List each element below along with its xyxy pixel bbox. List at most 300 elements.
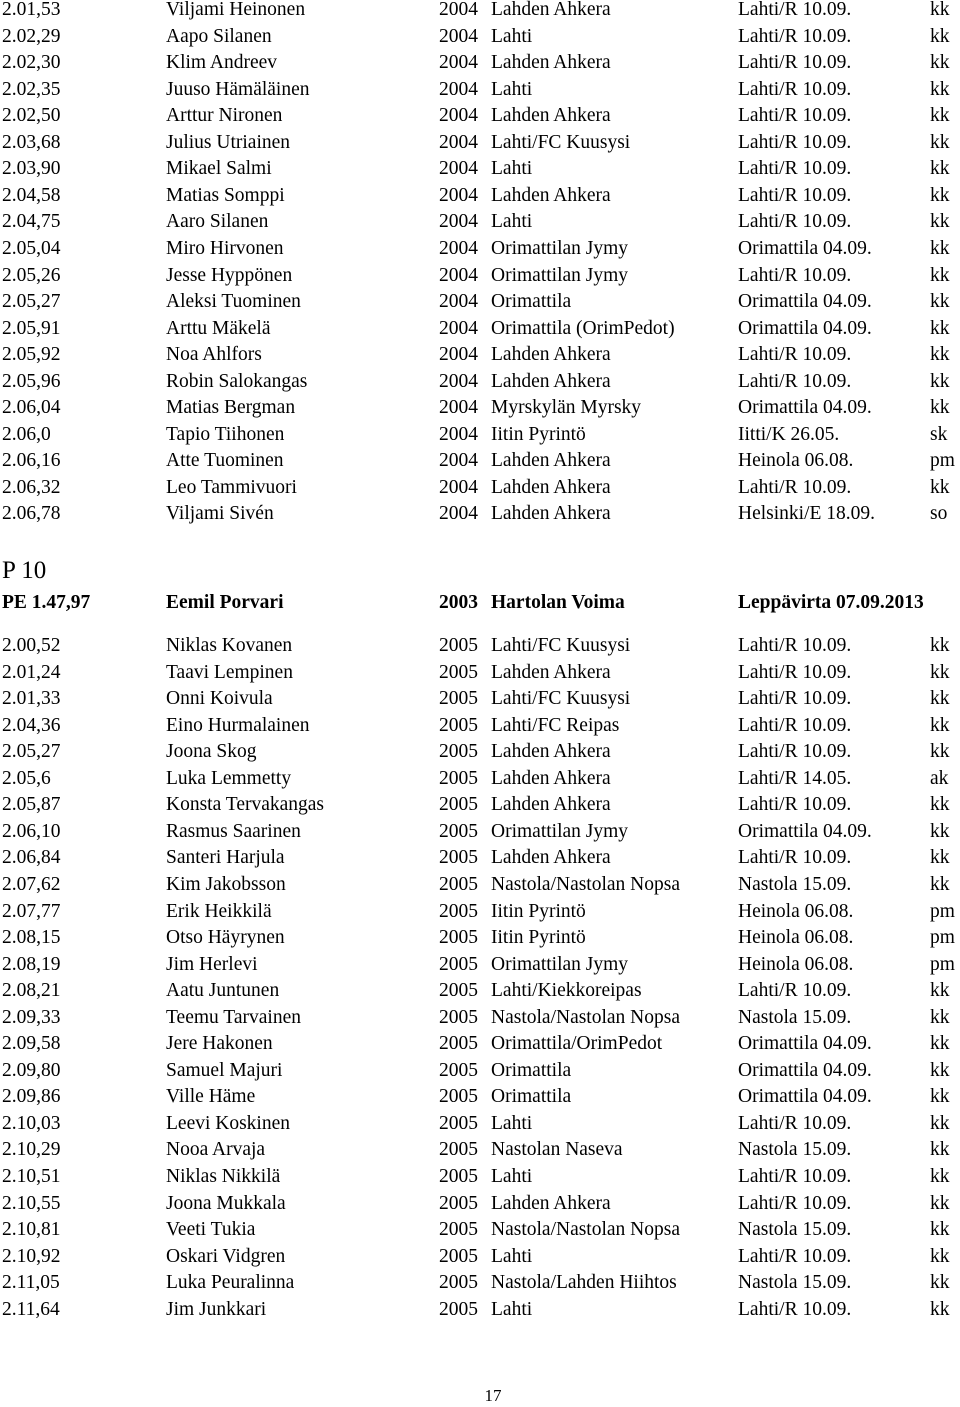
result-name: Aaro Silanen xyxy=(166,211,269,233)
result-year: 2005 xyxy=(439,1059,478,1081)
result-event: kk xyxy=(930,688,950,710)
result-row xyxy=(0,289,960,316)
result-year: 2004 xyxy=(439,264,478,286)
result-club: Lahden Ahkera xyxy=(491,184,611,206)
result-year: 2004 xyxy=(439,0,478,20)
result-club: Orimattila/OrimPedot xyxy=(491,1033,663,1055)
result-club: Lahti/FC Kuusysi xyxy=(491,688,631,710)
result-time: 2.07,62 xyxy=(2,873,61,895)
result-row xyxy=(0,475,960,502)
result-row xyxy=(0,819,960,846)
result-name: Aapo Silanen xyxy=(166,25,272,47)
result-year: 2005 xyxy=(439,1086,478,1108)
record-time: PE 1.47,97 xyxy=(2,592,91,613)
result-event: kk xyxy=(930,211,950,233)
result-name: Erik Heikkilä xyxy=(166,900,272,922)
result-place: Nastola 15.09. xyxy=(738,1272,852,1294)
result-year: 2004 xyxy=(439,370,478,392)
result-row xyxy=(0,130,960,157)
result-event: kk xyxy=(930,105,950,127)
result-place: Lahti/R 10.09. xyxy=(738,714,852,736)
result-place: Orimattila 04.09. xyxy=(738,820,872,842)
result-time: 2.07,77 xyxy=(2,900,61,922)
result-row xyxy=(0,1217,960,1244)
result-club: Lahden Ahkera xyxy=(491,52,611,74)
result-time: 2.10,51 xyxy=(2,1166,61,1187)
result-row xyxy=(0,1031,960,1058)
result-club: Iitin Pyrintö xyxy=(491,423,586,445)
result-year: 2005 xyxy=(439,661,478,683)
result-place: Lahti/R 10.09. xyxy=(738,1245,852,1267)
result-time: 2.02,30 xyxy=(2,52,61,74)
result-place: Lahti/R 10.09. xyxy=(738,635,852,656)
result-time: 2.10,03 xyxy=(2,1112,61,1134)
result-event: kk xyxy=(930,1006,950,1028)
result-time: 2.08,21 xyxy=(2,980,61,1002)
result-time: 2.05,92 xyxy=(2,344,61,366)
result-place: Lahti/R 10.09. xyxy=(738,1112,852,1134)
result-event: pm xyxy=(930,953,955,975)
result-row xyxy=(0,1058,960,1085)
result-time: 2.05,27 xyxy=(2,741,61,763)
result-event: kk xyxy=(930,980,950,1002)
result-name: Samuel Majuri xyxy=(166,1059,283,1081)
result-club: Orimattilan Jymy xyxy=(491,237,629,259)
result-year: 2004 xyxy=(439,450,478,472)
result-year: 2005 xyxy=(439,1298,478,1320)
result-event: kk xyxy=(930,1245,950,1267)
result-club: Nastola/Nastolan Nopsa xyxy=(491,1006,681,1028)
result-event: kk xyxy=(930,1139,950,1161)
result-event: kk xyxy=(930,344,950,366)
result-row xyxy=(0,77,960,104)
result-event: kk xyxy=(930,1112,950,1134)
result-event: kk xyxy=(930,847,950,869)
result-year: 2005 xyxy=(439,900,478,922)
result-year: 2004 xyxy=(439,317,478,339)
result-row xyxy=(0,369,960,396)
result-row xyxy=(0,156,960,183)
result-name: Teemu Tarvainen xyxy=(166,1006,301,1028)
record-name: Eemil Porvari xyxy=(166,592,284,613)
result-place: Heinola 06.08. xyxy=(738,953,854,975)
result-event: kk xyxy=(930,1086,950,1108)
result-year: 2005 xyxy=(439,635,478,656)
result-event: so xyxy=(930,503,948,525)
result-place: Lahti/R 10.09. xyxy=(738,1166,852,1187)
result-year: 2005 xyxy=(439,1033,478,1055)
result-place: Lahti/R 10.09. xyxy=(738,688,852,710)
result-time: 2.02,50 xyxy=(2,105,61,127)
result-year: 2004 xyxy=(439,237,478,259)
result-time: 2.06,16 xyxy=(2,450,61,472)
result-club: Lahti xyxy=(491,78,533,100)
result-name: Ville Häme xyxy=(166,1086,256,1108)
result-name: Rasmus Saarinen xyxy=(166,820,301,842)
result-year: 2005 xyxy=(439,980,478,1002)
result-row xyxy=(0,501,960,528)
result-year: 2004 xyxy=(439,397,478,419)
result-row xyxy=(0,24,960,51)
result-club: Lahti xyxy=(491,158,533,180)
result-row xyxy=(0,1270,960,1297)
result-year: 2005 xyxy=(439,1219,478,1241)
result-club: Orimattila xyxy=(491,1086,572,1108)
result-event: kk xyxy=(930,264,950,286)
result-year: 2005 xyxy=(439,873,478,895)
result-year: 2005 xyxy=(439,847,478,869)
result-year: 2004 xyxy=(439,291,478,313)
result-club: Lahden Ahkera xyxy=(491,370,611,392)
result-event: pm xyxy=(930,450,955,472)
result-row xyxy=(0,686,960,713)
result-year: 2004 xyxy=(439,476,478,498)
result-time: 2.02,35 xyxy=(2,78,61,100)
result-event: kk xyxy=(930,397,950,419)
result-time: 2.01,24 xyxy=(2,661,61,683)
result-club: Lahti xyxy=(491,1245,533,1267)
result-row xyxy=(0,1244,960,1271)
result-club: Lahti/FC Kuusysi xyxy=(491,131,631,153)
result-place: Orimattila 04.09. xyxy=(738,1059,872,1081)
result-row xyxy=(0,899,960,926)
result-event: ak xyxy=(930,767,949,789)
result-time: 2.06,78 xyxy=(2,503,61,525)
result-club: Nastola/Nastolan Nopsa xyxy=(491,1219,681,1241)
result-row xyxy=(0,925,960,952)
result-event: kk xyxy=(930,158,950,180)
record-club: Hartolan Voima xyxy=(491,592,625,613)
result-name: Eino Hurmalainen xyxy=(166,714,310,736)
result-place: Lahti/R 10.09. xyxy=(738,980,852,1002)
result-name: Luka Lemmetty xyxy=(166,767,292,789)
result-club: Lahden Ahkera xyxy=(491,1192,611,1214)
result-time: 2.11,64 xyxy=(2,1298,60,1320)
result-place: Iitti/K 26.05. xyxy=(738,423,840,445)
result-row xyxy=(0,792,960,819)
result-event: sk xyxy=(930,423,948,445)
result-name: Robin Salokangas xyxy=(166,370,308,392)
result-place: Lahti/R 10.09. xyxy=(738,0,852,20)
result-club: Lahti/FC Kuusysi xyxy=(491,635,631,656)
result-time: 2.10,92 xyxy=(2,1245,61,1267)
result-year: 2004 xyxy=(439,184,478,206)
result-name: Mikael Salmi xyxy=(166,158,272,180)
result-place: Lahti/R 10.09. xyxy=(738,661,852,683)
result-event: kk xyxy=(930,131,950,153)
result-event: kk xyxy=(930,237,950,259)
result-name: Jere Hakonen xyxy=(166,1033,273,1055)
result-event: kk xyxy=(930,0,950,20)
result-name: Noa Ahlfors xyxy=(166,344,262,366)
result-row xyxy=(0,1191,960,1218)
result-name: Otso Häyrynen xyxy=(166,927,285,949)
result-year: 2005 xyxy=(439,741,478,763)
result-name: Niklas Kovanen xyxy=(166,635,293,656)
result-club: Iitin Pyrintö xyxy=(491,927,586,949)
result-place: Lahti/R 14.05. xyxy=(738,767,852,789)
result-name: Aleksi Tuominen xyxy=(166,291,301,313)
result-year: 2005 xyxy=(439,1192,478,1214)
result-place: Lahti/R 10.09. xyxy=(738,25,852,47)
result-row xyxy=(0,263,960,290)
result-place: Heinola 06.08. xyxy=(738,900,854,922)
result-place: Lahti/R 10.09. xyxy=(738,131,852,153)
result-event: kk xyxy=(930,317,950,339)
result-name: Niklas Nikkilä xyxy=(166,1166,281,1187)
result-time: 2.03,68 xyxy=(2,131,61,153)
result-year: 2005 xyxy=(439,1272,478,1294)
result-row xyxy=(0,739,960,766)
result-name: Kim Jakobsson xyxy=(166,873,286,895)
result-row xyxy=(0,872,960,899)
result-place: Nastola 15.09. xyxy=(738,873,852,895)
result-year: 2005 xyxy=(439,1112,478,1134)
result-place: Orimattila 04.09. xyxy=(738,317,872,339)
result-row xyxy=(0,236,960,263)
result-event: kk xyxy=(930,635,950,656)
result-year: 2004 xyxy=(439,211,478,233)
result-time: 2.09,33 xyxy=(2,1006,61,1028)
result-name: Santeri Harjula xyxy=(166,847,285,869)
result-name: Jim Herlevi xyxy=(166,953,258,975)
result-name: Veeti Tukia xyxy=(166,1219,256,1241)
result-time: 2.04,58 xyxy=(2,184,61,206)
result-name: Leo Tammivuori xyxy=(166,476,297,498)
result-name: Miro Hirvonen xyxy=(166,237,284,259)
result-event: kk xyxy=(930,741,950,763)
result-time: 2.01,53 xyxy=(2,0,61,20)
result-event: kk xyxy=(930,820,950,842)
result-name: Juuso Hämäläinen xyxy=(166,78,310,100)
result-club: Lahti xyxy=(491,1298,533,1320)
result-club: Lahti/Kiekkoreipas xyxy=(491,980,642,1002)
result-year: 2004 xyxy=(439,131,478,153)
result-time: 2.09,86 xyxy=(2,1086,61,1108)
result-row xyxy=(0,0,960,24)
result-row xyxy=(0,1005,960,1032)
result-name: Jesse Hyppönen xyxy=(166,264,293,286)
result-event: kk xyxy=(930,1166,950,1187)
result-place: Lahti/R 10.09. xyxy=(738,847,852,869)
result-club: Orimattilan Jymy xyxy=(491,953,629,975)
result-time: 2.10,81 xyxy=(2,1219,61,1241)
result-event: kk xyxy=(930,370,950,392)
result-place: Orimattila 04.09. xyxy=(738,1086,872,1108)
result-row xyxy=(0,209,960,236)
result-name: Konsta Tervakangas xyxy=(166,794,325,816)
result-club: Lahden Ahkera xyxy=(491,105,611,127)
result-row xyxy=(0,633,960,660)
result-year: 2005 xyxy=(439,1245,478,1267)
result-name: Klim Andreev xyxy=(166,52,278,74)
result-name: Leevi Koskinen xyxy=(166,1112,291,1134)
result-year: 2004 xyxy=(439,25,478,47)
result-row xyxy=(0,1111,960,1138)
result-club: Lahti/FC Reipas xyxy=(491,714,620,736)
result-club: Orimattila xyxy=(491,291,572,313)
result-time: 2.05,87 xyxy=(2,794,61,816)
result-place: Lahti/R 10.09. xyxy=(738,264,852,286)
result-name: Joona Skog xyxy=(166,741,257,763)
result-row xyxy=(0,1297,960,1324)
result-club: Lahden Ahkera xyxy=(491,741,611,763)
result-name: Onni Koivula xyxy=(166,688,273,710)
result-year: 2005 xyxy=(439,953,478,975)
result-row xyxy=(0,103,960,130)
result-place: Orimattila 04.09. xyxy=(738,1033,872,1055)
result-club: Lahti xyxy=(491,1166,533,1187)
result-row xyxy=(0,422,960,449)
result-year: 2005 xyxy=(439,1166,478,1187)
result-club: Lahden Ahkera xyxy=(491,344,611,366)
page-number: 17 xyxy=(484,1386,502,1405)
result-place: Nastola 15.09. xyxy=(738,1006,852,1028)
result-place: Lahti/R 10.09. xyxy=(738,211,852,233)
result-event: kk xyxy=(930,1033,950,1055)
result-row xyxy=(0,1164,960,1191)
result-name: Jim Junkkari xyxy=(166,1298,267,1320)
record-year: 2003 xyxy=(439,592,478,613)
result-time: 2.06,04 xyxy=(2,397,61,419)
result-name: Tapio Tiihonen xyxy=(166,423,285,445)
result-time: 2.06,10 xyxy=(2,820,61,842)
result-place: Helsinki/E 18.09. xyxy=(738,503,876,525)
result-time: 2.06,0 xyxy=(2,423,51,445)
result-club: Lahden Ahkera xyxy=(491,794,611,816)
result-time: 2.06,84 xyxy=(2,847,61,869)
result-name: Aatu Juntunen xyxy=(166,980,280,1002)
result-place: Orimattila 04.09. xyxy=(738,291,872,313)
result-time: 2.04,36 xyxy=(2,714,61,736)
result-year: 2004 xyxy=(439,503,478,525)
result-year: 2004 xyxy=(439,423,478,445)
result-year: 2005 xyxy=(439,1006,478,1028)
result-time: 2.09,80 xyxy=(2,1059,61,1081)
result-place: Orimattila 04.09. xyxy=(738,397,872,419)
result-time: 2.08,19 xyxy=(2,953,61,975)
result-row xyxy=(0,978,960,1005)
record-place: Leppävirta 07.09.2013 xyxy=(738,592,924,613)
result-name: Matias Bergman xyxy=(166,397,296,419)
result-place: Orimattila 04.09. xyxy=(738,237,872,259)
result-time: 2.05,91 xyxy=(2,317,61,339)
result-name: Joona Mukkala xyxy=(166,1192,286,1214)
result-name: Oskari Vidgren xyxy=(166,1245,286,1267)
result-name: Arttur Nironen xyxy=(166,105,283,127)
result-name: Matias Somppi xyxy=(166,184,285,206)
result-time: 2.00,52 xyxy=(2,635,61,656)
result-place: Lahti/R 10.09. xyxy=(738,52,852,74)
result-time: 2.05,96 xyxy=(2,370,61,392)
result-event: kk xyxy=(930,52,950,74)
result-event: pm xyxy=(930,900,955,922)
result-place: Lahti/R 10.09. xyxy=(738,78,852,100)
result-club: Orimattila (OrimPedot) xyxy=(491,317,675,339)
result-club: Lahden Ahkera xyxy=(491,476,611,498)
result-year: 2004 xyxy=(439,158,478,180)
result-event: kk xyxy=(930,1059,950,1081)
result-place: Heinola 06.08. xyxy=(738,450,854,472)
result-time: 2.05,6 xyxy=(2,767,51,789)
result-club: Nastolan Naseva xyxy=(491,1139,623,1161)
result-club: Lahden Ahkera xyxy=(491,767,611,789)
result-event: kk xyxy=(930,25,950,47)
result-place: Lahti/R 10.09. xyxy=(738,105,852,127)
result-year: 2004 xyxy=(439,78,478,100)
result-club: Orimattilan Jymy xyxy=(491,264,629,286)
result-club: Lahti xyxy=(491,1112,533,1134)
result-name: Viljami Heinonen xyxy=(166,0,306,20)
result-time: 2.02,29 xyxy=(2,25,61,47)
result-time: 2.05,04 xyxy=(2,237,61,259)
result-club: Lahden Ahkera xyxy=(491,450,611,472)
result-place: Lahti/R 10.09. xyxy=(738,184,852,206)
result-place: Lahti/R 10.09. xyxy=(738,158,852,180)
result-event: kk xyxy=(930,184,950,206)
result-time: 2.04,75 xyxy=(2,211,61,233)
result-name: Julius Utriainen xyxy=(166,131,291,153)
result-place: Nastola 15.09. xyxy=(738,1139,852,1161)
result-time: 2.10,29 xyxy=(2,1139,61,1161)
result-club: Nastola/Lahden Hiihtos xyxy=(491,1272,677,1294)
result-year: 2005 xyxy=(439,794,478,816)
result-row xyxy=(0,713,960,740)
result-time: 2.09,58 xyxy=(2,1033,61,1055)
result-club: Iitin Pyrintö xyxy=(491,900,586,922)
result-year: 2004 xyxy=(439,105,478,127)
result-time: 2.06,32 xyxy=(2,476,61,498)
result-year: 2005 xyxy=(439,688,478,710)
section-heading-p10: P 10 xyxy=(2,557,47,584)
result-name: Arttu Mäkelä xyxy=(166,317,271,339)
result-time: 2.11,05 xyxy=(2,1272,60,1294)
result-event: kk xyxy=(930,291,950,313)
result-event: kk xyxy=(930,794,950,816)
result-event: kk xyxy=(930,1272,950,1294)
result-row xyxy=(0,766,960,793)
result-time: 2.10,55 xyxy=(2,1192,61,1214)
result-name: Taavi Lempinen xyxy=(166,661,293,683)
result-club: Lahden Ahkera xyxy=(491,661,611,683)
result-event: kk xyxy=(930,476,950,498)
result-event: kk xyxy=(930,873,950,895)
result-row xyxy=(0,395,960,422)
result-row xyxy=(0,1137,960,1164)
result-place: Lahti/R 10.09. xyxy=(738,476,852,498)
result-club: Lahti xyxy=(491,25,533,47)
result-event: kk xyxy=(930,78,950,100)
result-club: Lahti xyxy=(491,211,533,233)
result-place: Nastola 15.09. xyxy=(738,1219,852,1241)
result-row xyxy=(0,1084,960,1111)
result-place: Lahti/R 10.09. xyxy=(738,370,852,392)
result-time: 2.05,26 xyxy=(2,264,61,286)
result-year: 2004 xyxy=(439,344,478,366)
result-name: Atte Tuominen xyxy=(166,450,284,472)
result-event: pm xyxy=(930,927,955,949)
result-place: Lahti/R 10.09. xyxy=(738,794,852,816)
result-time: 2.01,33 xyxy=(2,688,61,710)
result-event: kk xyxy=(930,1219,950,1241)
result-name: Viljami Sivén xyxy=(166,503,274,525)
result-event: kk xyxy=(930,1192,950,1214)
result-place: Lahti/R 10.09. xyxy=(738,741,852,763)
result-event: kk xyxy=(930,1298,950,1320)
result-club: Lahden Ahkera xyxy=(491,503,611,525)
result-club: Orimattilan Jymy xyxy=(491,820,629,842)
result-row xyxy=(0,952,960,979)
